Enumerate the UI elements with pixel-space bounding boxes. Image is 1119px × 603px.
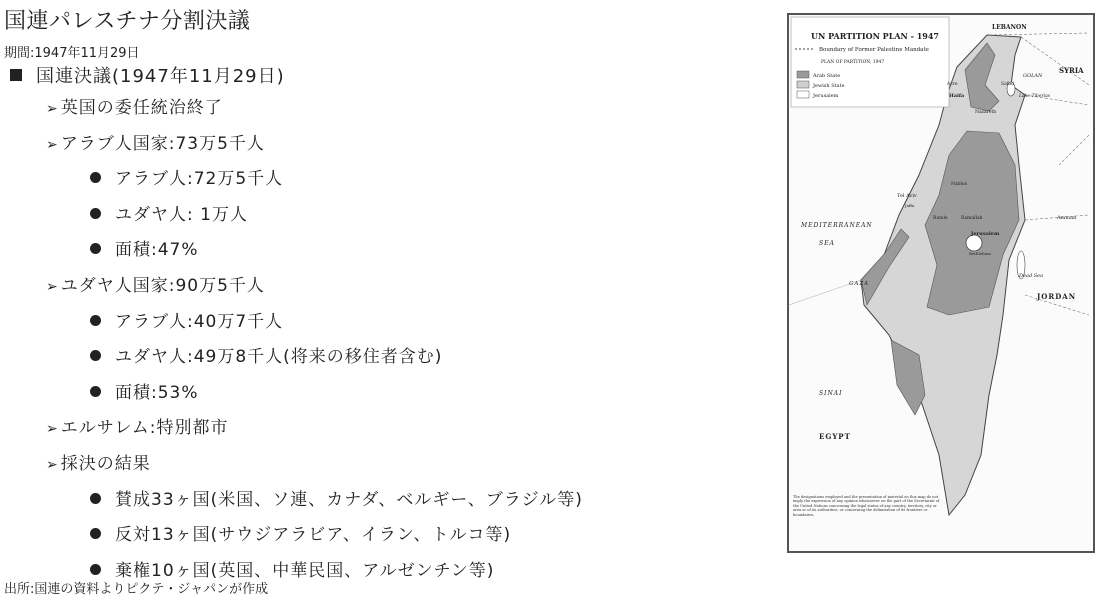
list-item-text: 面積:53% — [115, 382, 199, 403]
sub-list-item — [90, 342, 442, 367]
round-bullet-icon — [90, 493, 101, 504]
round-bullet-icon — [90, 350, 101, 361]
label-lebanon: LEBANON — [992, 24, 1027, 31]
round-bullet-icon — [90, 315, 101, 326]
label-jerusalem: Jerusalem — [971, 231, 1000, 237]
list-item-text: アラブ人国家:73万5千人 — [60, 133, 265, 154]
label-jordan: JORDAN — [1037, 292, 1077, 301]
label-gaza: GAZA — [849, 281, 870, 287]
legend-swatch — [797, 81, 809, 88]
sub-list-item — [90, 235, 199, 260]
round-bullet-icon — [90, 172, 101, 183]
legend-swatch — [797, 91, 809, 98]
label-ramle: Ramle — [933, 216, 948, 221]
list-item — [46, 449, 151, 474]
map-title: UN PARTITION PLAN - 1947 — [811, 31, 939, 41]
list-item-text: 採決の結果 — [60, 454, 151, 474]
round-bullet-icon — [90, 528, 101, 539]
arrow-bullet-icon: ➢ — [46, 101, 59, 117]
label-dead-sea: Dead Sea — [1019, 273, 1044, 279]
section-heading — [10, 62, 285, 88]
list-item-text: アラブ人:40万7千人 — [115, 311, 284, 332]
round-bullet-icon — [90, 386, 101, 397]
label-nablus: Nablus — [951, 182, 968, 187]
label-jaffa: Jaffa — [905, 203, 915, 208]
arrow-bullet-icon: ➢ — [46, 136, 59, 153]
list-item-text: 棄権10ヶ国(英国、中華民国、アルゼンチン等) — [115, 560, 495, 581]
sub-list-item — [90, 200, 248, 225]
list-item-text: ユダヤ人:49万8千人(将来の移住者含む) — [115, 347, 443, 368]
period-text: 期間:1947年11月29日 — [4, 46, 140, 61]
label-syria: SYRIA — [1059, 66, 1084, 75]
partition-map-svg — [789, 15, 1093, 551]
legend-label: Jerusalem — [813, 93, 839, 99]
label-golan: GOLAN — [1023, 73, 1043, 79]
list-item — [46, 129, 265, 154]
round-bullet-icon — [90, 208, 101, 219]
square-bullet-icon — [10, 69, 22, 81]
legend-label: Arab State — [813, 73, 841, 79]
label-sea: SEA — [819, 240, 835, 247]
list-item-text: ユダヤ人国家:90万5千人 — [60, 276, 265, 296]
list-item-text: 反対13ヶ国(サウジアラビア、イラン、トルコ等) — [115, 525, 512, 546]
map-legend-items — [797, 71, 845, 99]
label-haifa: Haifa — [949, 93, 965, 99]
label-bethlehem: Bethlehem — [969, 251, 991, 256]
sub-list-item — [90, 164, 283, 189]
list-item-text: ユダヤ人: 1万人 — [115, 204, 248, 225]
list-item-text: 賛成33ヶ国(米国、ソ連、カナダ、ベルギー、ブラジル等) — [115, 489, 583, 510]
list-item-text: アラブ人:72万5千人 — [115, 169, 284, 190]
partition-map — [787, 13, 1095, 553]
label-amman: Amman — [1057, 215, 1077, 221]
round-bullet-icon — [90, 564, 101, 575]
sub-list-item — [90, 485, 583, 510]
arrow-bullet-icon: ➢ — [46, 421, 59, 438]
sub-list-item — [90, 378, 199, 403]
sub-list-item — [90, 520, 511, 545]
list-item-text: 面積:47% — [115, 240, 199, 261]
list-item — [46, 413, 228, 438]
list-item-text: 英国の委任統治終了 — [60, 98, 223, 118]
legend-label: Jewish State — [813, 83, 845, 89]
label-safad: Safad — [1001, 82, 1014, 87]
source-note: 出所:国連の資料よりピクテ・ジャパンが作成 — [4, 582, 269, 597]
label-acre: Acre — [947, 82, 958, 87]
label-sinai: SINAI — [819, 390, 843, 397]
label-tel-aviv: Tel Aviv — [897, 193, 917, 199]
jerusalem-enclave — [966, 235, 982, 251]
legend-swatch — [797, 71, 809, 78]
arrow-bullet-icon: ➢ — [46, 457, 59, 473]
list-item-text: エルサレム:特別都市 — [60, 418, 229, 439]
label-nazareth: Nazareth — [975, 110, 997, 115]
plan-label: PLAN OF PARTITION, 1947 — [821, 60, 885, 65]
sub-list-item — [90, 307, 283, 332]
boundary-legend-label: Boundary of Former Palestine Mandate — [819, 47, 929, 53]
label-tiberias: Lake Tiberias — [1019, 94, 1051, 99]
list-item — [46, 271, 265, 296]
page-title: 国連パレスチナ分割決議 — [4, 9, 251, 34]
map-disclaimer: The designations employed and the presentation of material on this map do not imply the expression of any opinion whatsoever on the part of the Secretariat of the United Nations concerning the legal status of any country, territory, city or area or of its authorities, or concerning the delimitation of its frontiers or boundaries. — [793, 495, 940, 517]
label-mediterranean: MEDITERRANEAN — [801, 222, 873, 229]
label-egypt: EGYPT — [819, 432, 851, 441]
label-ramallah: Ramallah — [961, 216, 983, 221]
round-bullet-icon — [90, 243, 101, 254]
arrow-bullet-icon: ➢ — [46, 279, 59, 295]
section-heading-label: 国連決議(1947年11月29日) — [36, 66, 285, 87]
list-item — [46, 93, 223, 118]
